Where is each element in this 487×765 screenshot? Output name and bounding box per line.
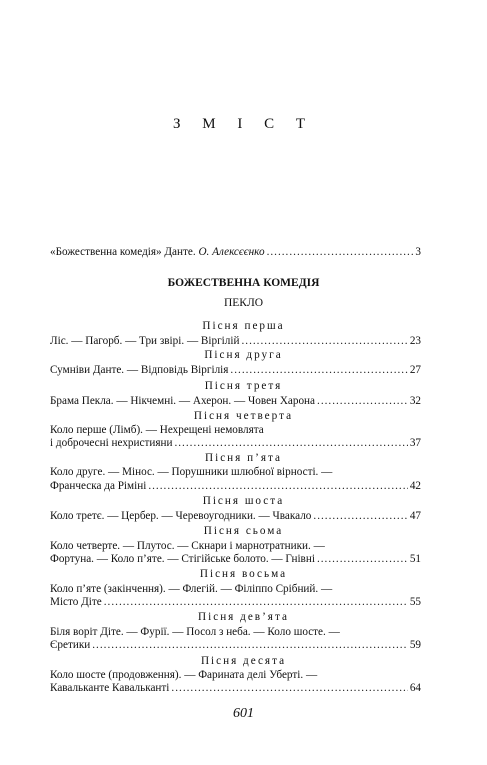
toc-entry xyxy=(50,639,421,652)
canto-heading: Пісня п’ята xyxy=(205,452,282,464)
canto-heading: Пісня дев’ята xyxy=(198,611,289,623)
canto-heading: Пісня четверта xyxy=(193,410,294,422)
page-number: 601 xyxy=(233,706,254,721)
canto-heading: Пісня третя xyxy=(204,380,283,392)
toc-entry xyxy=(50,510,421,523)
toc-entry xyxy=(50,596,421,609)
toc-page-number: 23 xyxy=(409,335,421,347)
canto-heading: Пісня сьома xyxy=(203,525,284,537)
toc-entry xyxy=(50,682,421,695)
leader-dots xyxy=(92,639,408,652)
part-title: ПЕКЛО xyxy=(223,297,264,309)
toc-entry-text: Фортуна. — Коло п’яте. — Стігійське болото. — Гнівні xyxy=(50,553,315,565)
leader-dots xyxy=(241,335,407,348)
leader-dots xyxy=(174,437,407,450)
leader-dots xyxy=(317,395,408,408)
toc-page-number: 51 xyxy=(409,553,421,565)
canto-heading: Пісня восьма xyxy=(199,568,288,580)
toc-entry-text: Сумніви Данте. — Відповідь Віргілія xyxy=(50,364,229,376)
toc-entry-text: Ліс. — Пагорб. — Три звірі. — Віргілій xyxy=(50,335,240,347)
toc-entry-text xyxy=(50,246,265,259)
toc-entry-line: Коло перше (Лімб). — Нехрещені немовлята xyxy=(50,424,264,436)
leader-dots xyxy=(267,246,414,259)
toc-page-number: 47 xyxy=(409,510,421,522)
toc-entry xyxy=(50,437,421,450)
toc-page-number: 55 xyxy=(409,596,421,608)
toc-entry-line: Коло п’яте (закінчення). — Флегій. — Філіппо Срібний. — xyxy=(50,583,333,595)
canto-heading: Пісня друга xyxy=(204,349,283,361)
toc-entry-text: Кавальканте Кавальканті xyxy=(50,682,170,694)
page-title: З М І С Т xyxy=(172,116,314,132)
canto-heading: Пісня перша xyxy=(202,320,285,332)
toc-page-number: 3 xyxy=(415,246,421,258)
toc-page-number: 37 xyxy=(409,437,421,449)
leader-dots xyxy=(148,480,407,493)
leader-dots xyxy=(230,364,407,377)
toc-entry xyxy=(50,335,421,348)
toc-entry xyxy=(50,395,421,408)
toc-entry-line: Коло шосте (продовження). — Фарината делі Уберті. — xyxy=(50,669,318,681)
toc-page-number: 64 xyxy=(409,682,421,694)
intro-text: «Божественна комедія» Данте. xyxy=(50,246,196,258)
leader-dots xyxy=(171,682,407,695)
toc-entry-line: Коло четверте. — Плутос. — Скнари і марнотратники. — xyxy=(50,540,325,552)
leader-dots xyxy=(313,510,407,523)
toc-entry-text: Франческа да Ріміні xyxy=(50,480,147,492)
toc-entry-text: і доброчесні нехристияни xyxy=(50,437,173,449)
toc-page-number: 32 xyxy=(409,395,421,407)
canto-heading: Пісня шоста xyxy=(202,495,285,507)
toc-entry-text: Брама Пекла. — Нікчемні. — Ахерон. — Човен Харона xyxy=(50,395,316,407)
leader-dots xyxy=(317,553,408,566)
toc-entry-text: Коло третє. — Цербер. — Черевоугодники. — Чвакало xyxy=(50,510,312,522)
toc-entry xyxy=(50,553,421,566)
book-title: БОЖЕСТВЕННА КОМЕДІЯ xyxy=(167,277,320,289)
toc-entry-text: Єретики xyxy=(50,639,91,651)
toc-entry-text: Місто Діте xyxy=(50,596,102,608)
toc-page-number: 27 xyxy=(409,364,421,376)
leader-dots xyxy=(104,596,408,609)
toc-entry-line: Біля воріт Діте. — Фурії. — Посол з неба. — Коло шосте. — xyxy=(50,626,340,638)
toc-entry xyxy=(50,480,421,493)
toc-entry-line: Коло друге. — Мінос. — Порушники шлюбної вірності. — xyxy=(50,466,333,478)
canto-heading: Пісня десята xyxy=(200,655,287,667)
toc-entry-intro xyxy=(50,246,421,259)
toc-entry xyxy=(50,364,421,377)
intro-author: О. Алексєєнко xyxy=(198,246,265,258)
toc-page-number: 42 xyxy=(409,480,421,492)
toc-page-number: 59 xyxy=(409,639,421,651)
